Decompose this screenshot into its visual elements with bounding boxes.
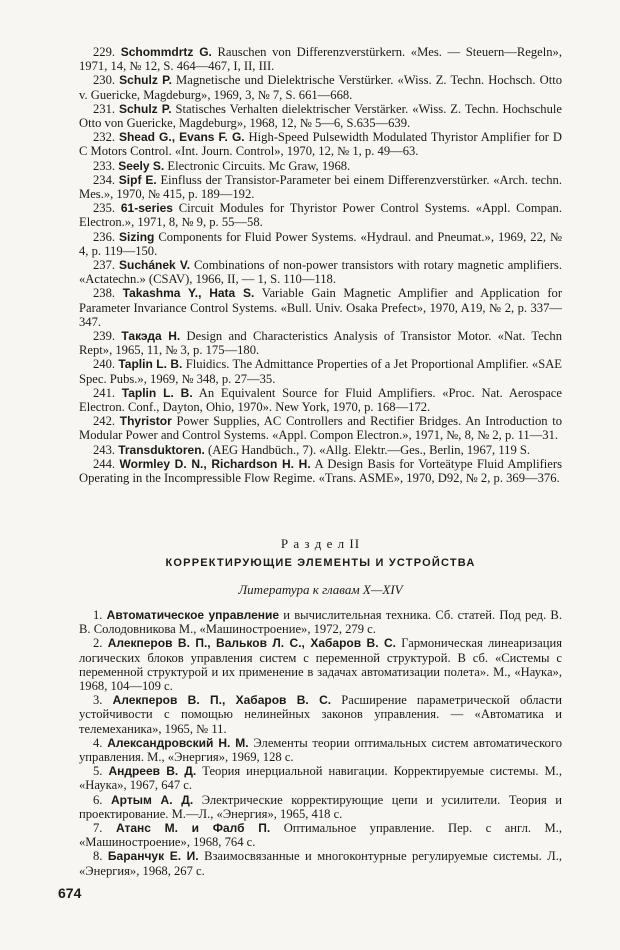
reference-item: 235. 61-series Circuit Modules for Thyristor Power Control Systems. «Appl. Compan. Electron.», 1971, 8, № 9, p. 55—58.	[79, 201, 562, 230]
reference-item: 1. Автоматическое управление и вычислительная техника. Сб. статей. Под ред. В. В. Солодовникова М., «Машиностроение», 1972, 279 с.	[79, 608, 562, 637]
reference-list-part2	[79, 608, 562, 878]
reference-item: 8. Баранчук Е. И. Взаимосвязанные и многоконтурные регулируемые системы. Л., «Энергия», 1968, 267 с.	[79, 849, 562, 878]
section-subtitle: КОРРЕКТИРУЮЩИЕ ЭЛЕМЕНТЫ И УСТРОЙСТВА	[165, 557, 476, 569]
reference-item: 241. Taplin L. B. An Equivalent Source for Fluid Amplifiers. «Proc. Nat. Aerospace Electron. Conf., Dayton, Ohio, 1970». New York, 1970, p. 168—172.	[79, 385, 562, 415]
reference-item: 230. Schulz P. Magnetische und Dielektrische Verstürker. «Wiss. Z. Techn. Hochsch. Otto v. Guericke, Magdeburg», 1969, 3, № 7, S. 661—668.	[79, 73, 562, 102]
reference-item: 236. Sizing Components for Fluid Power Systems. «Hydraul. and Pneumat.», 1969, 22, № 4, p. 119—150.	[79, 229, 563, 258]
reference-item: 5. Андреев В. Д. Теория инерциальной навигации. Корректируемые системы. М., «Наука», 1967, 647 с.	[79, 764, 562, 793]
section-title: Р а з д е л II	[280, 536, 361, 551]
reference-item: 242. Thyristor Power Supplies, AC Controllers and Rectifier Bridges. An Introduction to Modular Power and Control Systems. «Appl. Compon Electron.», 1971, №, 8, № 2, p. 11—31.	[79, 414, 563, 443]
reference-list-part1	[79, 45, 562, 485]
reference-item: 4. Александровский Н. М. Элементы теории оптимальных систем автоматического управления. М., «Энергия», 1969, 128 с.	[79, 735, 562, 765]
reference-item: 232. Shead G., Evans F. G. High-Speed Pulsewidth Modulated Thyristor Amplifier for D C Motors Control. «Int. Journ. Control», 1970, 12, № 1, p. 49—63.	[79, 130, 562, 159]
reference-item: 243. Transduktoren. (AEG Handbüch., 7). «Allg. Elektr.—Ges., Berlin, 1967, 119 S.	[93, 442, 531, 457]
reference-item: 7. Атанс М. и Фалб П. Оптимальное управление. Пер. с англ. М., «Машиностроение», 1968, 764 с.	[79, 821, 563, 850]
literature-heading: Литература к главам X—XIV	[238, 582, 403, 597]
reference-item: 2. Алекперов В. П., Вальков Л. С., Хабаров В. С. Гармоническая линеаризация логических блоков управления систем с переменной структурой. В сб. «Системы с переменной структурой и их применение в задачах автоматизации полета». М., «Наука», 1968, 104—109 с.	[79, 636, 562, 694]
reference-item: 234. Sipf E. Einfluss der Transistor-Parameter bei einem Differenzverstürker. «Arch. techn. Mes.», 1970, № 415, p. 189—192.	[79, 172, 562, 202]
reference-item: 237. Suchánek V. Combinations of non-power transistors with rotary magnetic amplifiers. «Actatechn.» (CSAV), 1966, II, — 1, S. 110—118.	[79, 258, 562, 287]
reference-item: 6. Артым А. Д. Электрические корректирующие цепи и усилители. Теория и проектирование. М.—Л., «Энергия», 1965, 418 с.	[79, 792, 563, 821]
reference-item: 233. Seely S. Electronic Circuits. Mc Graw, 1968.	[93, 158, 351, 173]
page-number: 674	[58, 885, 82, 901]
reference-item: 244. Wormley D. N., Richardson H. H. A Design Basis for Vorteätype Fluid Amplifiers Operating in the Incompressible Flow Regime. «Trans. ASME», 1970, D92, № 2, p. 369—376.	[79, 456, 562, 486]
reference-item: 3. Алекперов В. П., Хабаров В. С. Расширение параметрической области устойчивости с помощью нелинейных законов управления. — «Автоматика и телемеханика», 1965, № 11.	[79, 693, 562, 736]
reference-item: 239. Такэда Н. Design and Characteristics Analysis of Transistor Motor. «Nat. Techn Rept», 1965, 11, № 3, p. 175—180.	[79, 329, 562, 358]
reference-item: 240. Taplin L. B. Fluidics. The Admittance Properties of a Jet Proportional Amplifier. «SAE Spec. Pubs.», 1969, № 348, p. 27—35.	[79, 357, 562, 386]
reference-item: 238. Takashma Y., Hata S. Variable Gain Magnetic Amplifier and Application for Parameter Invariance Control Systems. «Bull. Univ. Osaka Prefect», 1970, A19, № 2, p. 337—347.	[79, 286, 563, 329]
reference-item: 229. Schommdrtz G. Rauschen von Differenzverstürkern. «Mes. — Steuern—Regeln», 1971, 14, № 12, S. 464—467, I, II, III.	[79, 45, 562, 74]
reference-item: 231. Schulz P. Statisches Verhalten dielektrischer Verstärker. «Wiss. Z. Techn. Hochschule Otto von Guericke, Magdeburg», 1968, 12, № 5—6, S.635—639.	[79, 101, 562, 131]
